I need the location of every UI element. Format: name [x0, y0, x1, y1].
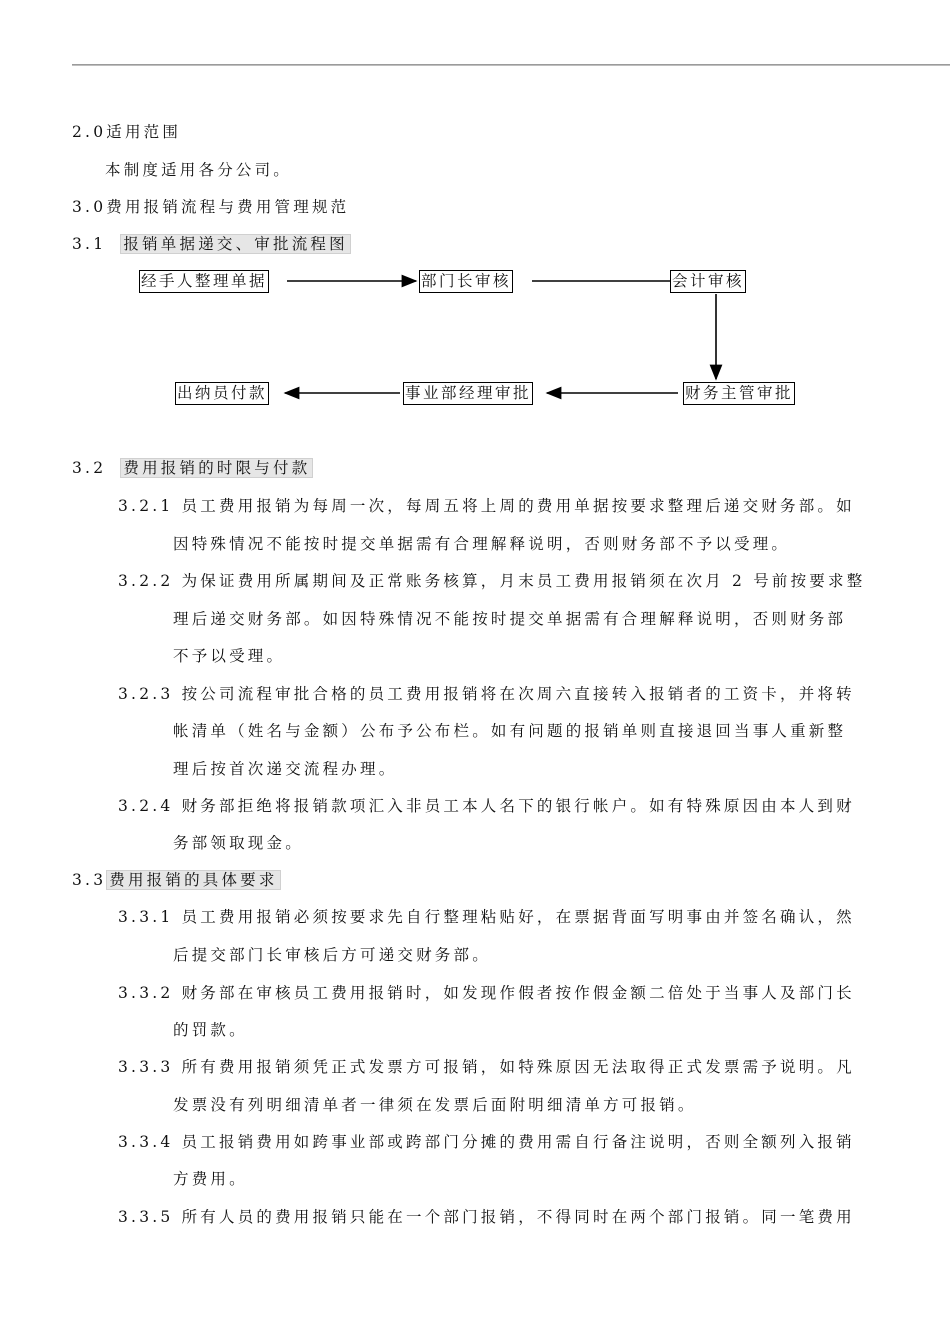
- section-number: 3.1: [72, 235, 107, 253]
- item-text: 所有人员的费用报销只能在一个部门报销，不得同时在两个部门报销。同一笔费用: [181, 1208, 855, 1226]
- item-text: 财务部在审核员工费用报销时，如发现作假者按作假金额二倍处于当事人及部门长: [181, 984, 855, 1002]
- item-number: 3.3.1: [118, 908, 174, 926]
- item-number: 3.3.5: [118, 1208, 174, 1226]
- item-3-2-2-line-3: 不予以受理。: [173, 647, 286, 665]
- item-text: 员工报销费用如跨事业部或跨部门分摊的费用需自行备注说明，否则全额列入报销: [181, 1133, 855, 1151]
- item-number: 3.2.2: [118, 572, 174, 590]
- item-number: 3.2.4: [118, 797, 174, 815]
- section-3-3-heading: [72, 870, 281, 890]
- item-text: 所有费用报销须凭正式发票方可报销，如特殊原因无法取得正式发票需予说明。凡: [181, 1058, 855, 1076]
- section-2-body: 本制度适用各分公司。: [105, 161, 293, 179]
- item-3-2-1-line-1: [118, 496, 855, 516]
- item-3-3-4-line-1: [118, 1132, 855, 1152]
- item-3-3-3-line-2: 发票没有列明细清单者一律须在发票后面附明细清单方可报销。: [173, 1096, 697, 1114]
- item-number: 3.2.3: [118, 685, 174, 703]
- section-2-heading: 2.0适用范围: [72, 123, 182, 141]
- section-3-2-heading: [72, 458, 313, 478]
- item-text: 员工费用报销必须按要求先自行整理粘贴好，在票据背面写明事由并签名确认，然: [181, 908, 855, 926]
- item-3-2-4-line-1: [118, 796, 855, 816]
- section-number: 3.2: [72, 459, 107, 477]
- item-number: 3.3.4: [118, 1133, 174, 1151]
- item-3-3-5-line-1: [118, 1207, 855, 1227]
- item-number: 3.2.1: [118, 497, 174, 515]
- item-text: 为保证费用所属期间及正常账务核算，月末员工费用报销须在次月 2 号前按要求整: [181, 572, 866, 590]
- flow-step-dept-head-review: 部门长审核: [419, 270, 513, 293]
- item-3-2-1-line-2: 因特殊情况不能按时提交单据需有合理解释说明，否则财务部不予以受理。: [173, 535, 791, 553]
- item-3-2-3-line-2: 帐清单（姓名与金额）公布予公布栏。如有问题的报销单则直接退回当事人重新整: [173, 722, 847, 740]
- flow-step-collect-receipts: 经手人整理单据: [139, 270, 269, 293]
- item-3-2-3-line-3: 理后按首次递交流程办理。: [173, 760, 398, 778]
- item-text: 财务部拒绝将报销款项汇入非员工本人名下的银行帐户。如有特殊原因由本人到财: [181, 797, 855, 815]
- item-text: 按公司流程审批合格的员工费用报销将在次周六直接转入报销者的工资卡，并将转: [181, 685, 855, 703]
- section-3-heading: 3.0费用报销流程与费用管理规范: [72, 198, 350, 216]
- flow-step-division-manager-approve: 事业部经理审批: [403, 382, 533, 405]
- item-3-3-1-line-2: 后提交部门长审核后方可递交财务部。: [173, 946, 491, 964]
- flow-step-cashier-payment: 出纳员付款: [175, 382, 269, 405]
- item-3-2-2-line-1: [118, 571, 865, 591]
- item-3-3-3-line-1: [118, 1057, 855, 1077]
- section-title: 报销单据递交、审批流程图: [120, 234, 350, 254]
- item-3-3-1-line-1: [118, 907, 855, 927]
- item-3-2-2-line-2: 理后递交财务部。如因特殊情况不能按时提交单据需有合理解释说明，否则财务部: [173, 610, 847, 628]
- item-3-3-4-line-2: 方费用。: [173, 1170, 248, 1188]
- item-number: 3.3.3: [118, 1058, 174, 1076]
- item-text: 员工费用报销为每周一次，每周五将上周的费用单据按要求整理后递交财务部。如: [181, 497, 855, 515]
- item-number: 3.3.2: [118, 984, 174, 1002]
- item-3-3-2-line-2: 的罚款。: [173, 1021, 248, 1039]
- section-title: 费用报销的具体要求: [106, 870, 280, 890]
- section-number: 3.3: [72, 871, 107, 889]
- item-3-2-4-line-2: 务部领取现金。: [173, 834, 304, 852]
- item-3-3-2-line-1: [118, 983, 855, 1003]
- section-title: 费用报销的时限与付款: [120, 458, 313, 478]
- item-3-2-3-line-1: [118, 684, 855, 704]
- flowchart-arrows: [0, 0, 950, 420]
- flow-step-accountant-review: 会计审核: [670, 270, 746, 293]
- flow-step-finance-manager-approve: 财务主管审批: [683, 382, 795, 405]
